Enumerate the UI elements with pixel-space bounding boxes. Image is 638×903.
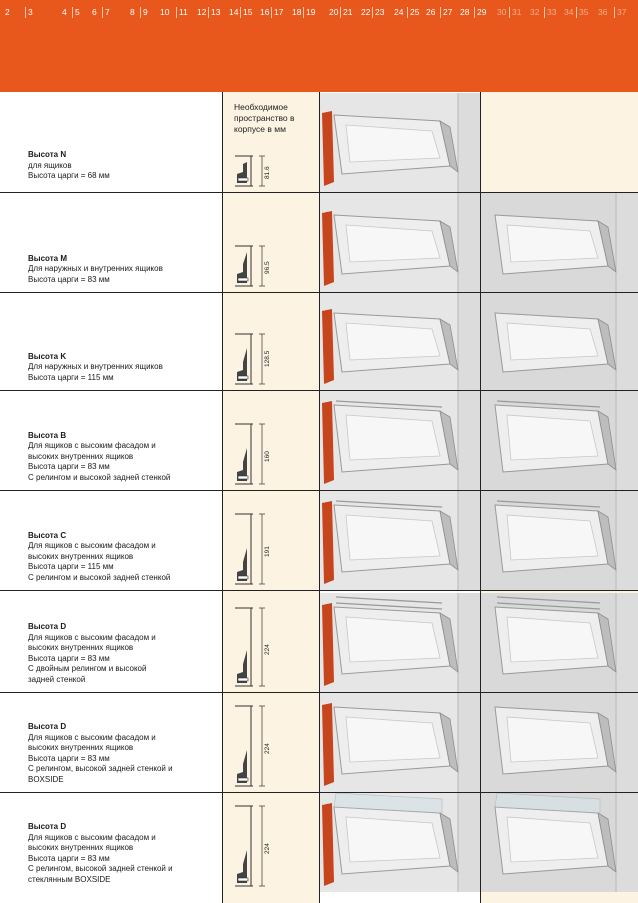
required-space-diagram [229, 794, 289, 890]
row-detail-line: Высота царги = 83 мм [28, 853, 110, 863]
row-detail-line: Высота царги = 83 мм [28, 274, 110, 284]
row-description [28, 431, 218, 484]
row-description [28, 254, 218, 286]
row-title: Высота B [28, 430, 67, 440]
row-detail-line: С релингом и высокой задней стенкой [28, 472, 171, 482]
dimension-value: 128.5 [264, 350, 271, 367]
row-detail-line: Для наружных и внутренних ящиков [28, 362, 163, 371]
row-detail-line: стеклянным BOXSIDE [28, 874, 111, 884]
dimension-value: 81.6 [264, 166, 271, 179]
drawer-photo-standalone [481, 793, 638, 892]
required-space-diagram [229, 594, 289, 690]
row-description [28, 622, 218, 685]
page-number-strip [0, 7, 638, 21]
row-detail-line: С релингом и высокой задней стенкой [28, 572, 171, 582]
dimension-value: 191 [264, 546, 271, 557]
row-detail-line: задней стенкой [28, 674, 86, 684]
page-number-13[interactable]: 13 [208, 7, 220, 18]
row-detail-line: Высота царги = 83 мм [28, 653, 110, 663]
required-space-note: Необходимое пространство в корпусе в мм [234, 102, 295, 134]
drawer-photo-cabinet [320, 291, 480, 390]
row-description [28, 822, 218, 885]
required-space-diagram [229, 492, 289, 588]
required-space-diagram [229, 94, 289, 190]
page-number-24[interactable]: 24 [394, 7, 404, 17]
row-title: Высота D [28, 822, 67, 831]
page-number-19[interactable]: 19 [303, 7, 315, 18]
row-title: Высота D [28, 622, 67, 631]
page-number-35[interactable]: 35 [576, 7, 588, 18]
page-number-8[interactable]: 8 [130, 7, 135, 17]
page-number-32[interactable]: 32 [530, 7, 540, 17]
row-title: Высота C [28, 530, 67, 540]
dimension-value: 224 [264, 843, 271, 854]
page-number-34[interactable]: 34 [564, 7, 574, 17]
required-space-diagram [229, 694, 289, 790]
page-number-28[interactable]: 28 [460, 7, 470, 17]
row-detail-line: Для ящиков с высоким фасадом и [28, 541, 156, 550]
row-detail-line: Высота царги = 115 мм [28, 372, 114, 382]
row-detail-line: Для ящиков с высоким фасадом и [28, 632, 156, 642]
row-detail-line: высоких внутренних ящиков [28, 843, 134, 852]
row-description [28, 150, 218, 182]
drawer-photo-standalone [481, 693, 638, 792]
row-separator [0, 390, 638, 391]
row-detail-line: высоких внутренних ящиков [28, 643, 134, 652]
page-number-25[interactable]: 25 [407, 7, 419, 18]
row-separator [0, 192, 638, 193]
page-number-11[interactable]: 11 [176, 7, 188, 18]
product-table [0, 92, 638, 903]
dimension-value: 96.5 [264, 261, 271, 274]
row-detail-line: высоких внутренних ящиков [28, 451, 134, 461]
drawer-photo-cabinet [320, 391, 480, 490]
dimension-value: 160 [264, 451, 271, 462]
page-number-10[interactable]: 10 [160, 7, 170, 17]
row-detail-line: С релингом, высокой задней стенкой и [28, 764, 173, 773]
page-number-18[interactable]: 18 [292, 7, 302, 17]
required-space-diagram [229, 292, 289, 388]
row-description [28, 352, 218, 384]
row-detail-line: высоких внутренних ящиков [28, 743, 134, 752]
row-separator [0, 490, 638, 491]
row-detail-line: Для ящиков с высоким фасадом и [28, 732, 156, 742]
row-detail-line: Высота царги = 83 мм [28, 462, 110, 471]
drawer-photo-cabinet [320, 93, 480, 192]
drawer-photo-standalone [481, 291, 638, 390]
row-title: Высота N [28, 150, 67, 159]
page-number-4[interactable]: 4 [62, 7, 67, 17]
row-detail-line: С двойным релингом и высокой [28, 664, 147, 673]
page-number-21[interactable]: 21 [340, 7, 352, 18]
page-number-22[interactable]: 22 [361, 7, 371, 17]
row-detail-line: высоких внутренних ящиков [28, 551, 134, 561]
page-number-15[interactable]: 15 [240, 7, 252, 18]
page-number-33[interactable]: 33 [544, 7, 556, 18]
page-number-6[interactable]: 6 [92, 7, 97, 17]
row-detail-line: Для ящиков с высоким фасадом и [28, 441, 156, 450]
row-detail-line: Высота царги = 83 мм [28, 753, 110, 763]
page-number-26[interactable]: 26 [426, 7, 436, 17]
row-detail-line: Для ящиков с высоким фасадом и [28, 832, 156, 842]
page-number-20[interactable]: 20 [329, 7, 339, 17]
row-detail-line: BOXSIDE [28, 774, 64, 784]
required-space-diagram [229, 194, 289, 290]
row-separator [0, 292, 638, 293]
page-number-36[interactable]: 36 [598, 7, 608, 17]
page-number-31[interactable]: 31 [509, 7, 521, 18]
row-detail-line: Для наружных и внутренних ящиков [28, 264, 163, 273]
page-number-37[interactable]: 37 [614, 7, 626, 18]
row-detail-line: Высота царги = 115 мм [28, 562, 114, 571]
orange-header-band [0, 0, 638, 92]
drawer-photo-cabinet [320, 793, 480, 892]
drawer-photo-cabinet [320, 693, 480, 792]
row-title: Высота K [28, 351, 67, 361]
drawer-photo-cabinet [320, 593, 480, 692]
drawer-photo-cabinet [320, 491, 480, 590]
page-number-23[interactable]: 23 [372, 7, 384, 18]
row-title: Высота M [28, 253, 67, 263]
page-number-9[interactable]: 9 [140, 7, 148, 18]
page-number-29[interactable]: 29 [474, 7, 486, 18]
row-separator [0, 792, 638, 793]
dimension-value: 224 [264, 743, 271, 754]
page-number-14[interactable]: 14 [229, 7, 239, 17]
dimension-value: 224 [264, 644, 271, 655]
row-description [28, 722, 218, 785]
page-number-17[interactable]: 17 [271, 7, 283, 18]
drawer-photo-standalone [481, 491, 638, 590]
row-detail-line: Высота царги = 68 мм [28, 171, 110, 180]
page-number-27[interactable]: 27 [440, 7, 452, 18]
row-separator [0, 590, 638, 591]
row-detail-line: для ящиков [28, 160, 72, 170]
row-description [28, 531, 218, 584]
row-detail-line: С релингом, высокой задней стенкой и [28, 864, 173, 873]
page-number-2[interactable]: 2 [5, 7, 10, 17]
page-number-7[interactable]: 7 [102, 7, 110, 18]
page-number-16[interactable]: 16 [260, 7, 270, 17]
page-number-3[interactable]: 3 [25, 7, 33, 18]
drawer-photo-standalone [481, 391, 638, 490]
page-number-30[interactable]: 30 [497, 7, 507, 17]
drawer-photo-standalone [481, 593, 638, 692]
row-title: Высота D [28, 722, 67, 731]
page-number-12[interactable]: 12 [197, 7, 207, 17]
drawer-photo-standalone [481, 193, 638, 292]
page-number-5[interactable]: 5 [72, 7, 80, 18]
drawer-photo-cabinet [320, 193, 480, 292]
required-space-diagram [229, 392, 289, 488]
row-separator [0, 692, 638, 693]
